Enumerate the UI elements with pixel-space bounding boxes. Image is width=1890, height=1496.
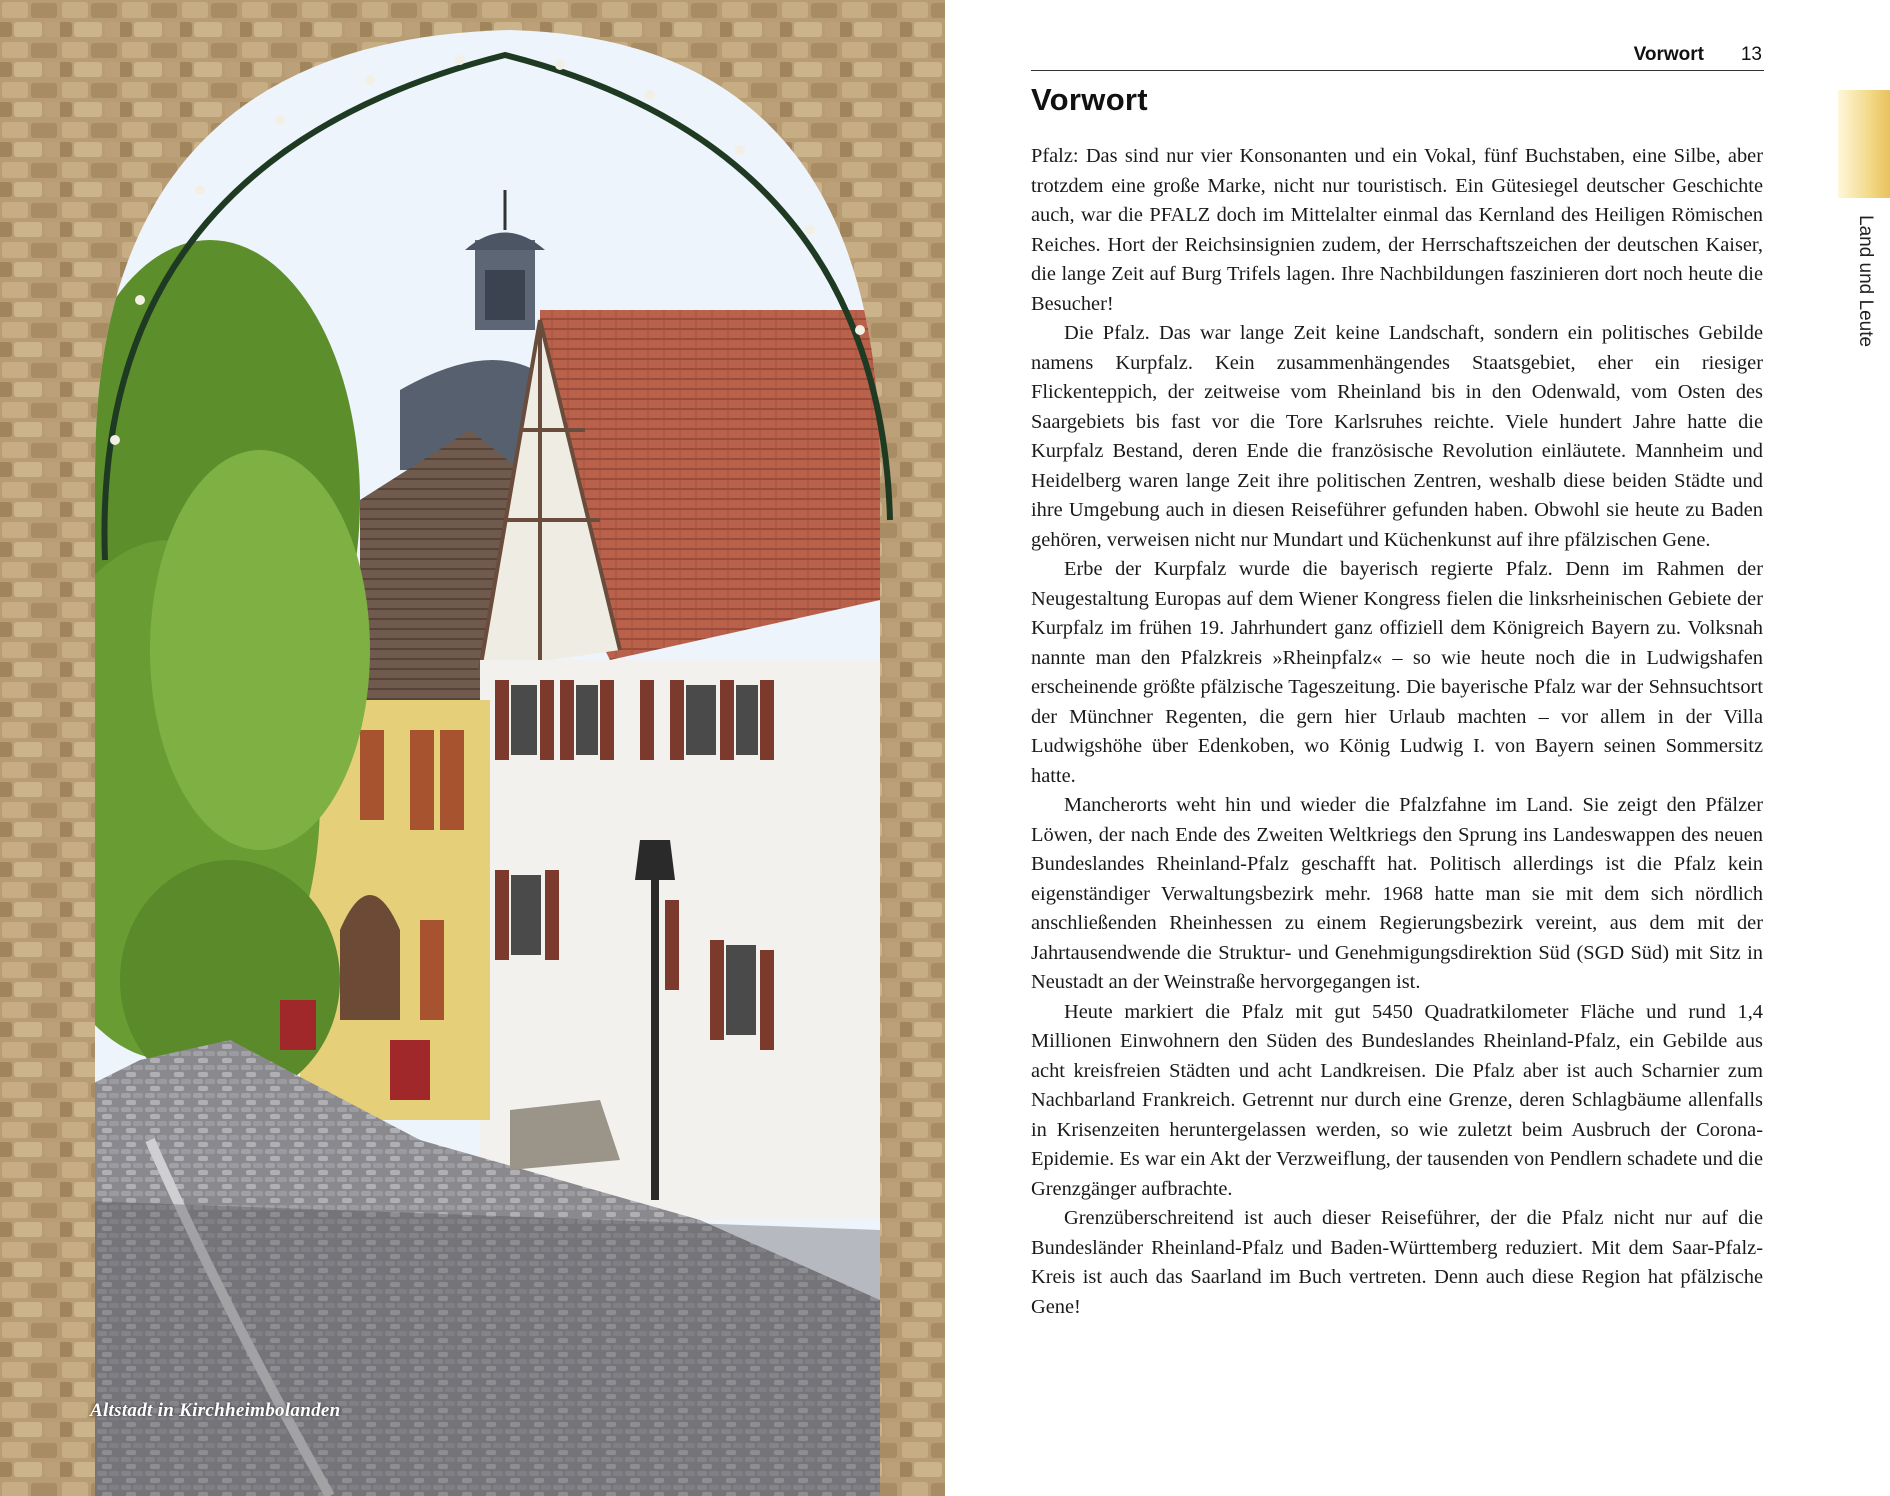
section-tab-label: Land und Leute xyxy=(1855,215,1876,348)
paragraph: Pfalz: Das sind nur vier Konsonanten und ein Vokal, fünf Buchstaben, eine Silbe, aber trotzdem eine große Marke, nicht nur touristisch. Ein Gütesiegel deutscher Geschichte auch, war die PFALZ doch im Mittelalter einmal das Kernland des Heiligen Römischen Reiches. Hort der Reichsinsignien zudem, der Herrschaftszeichen der deutschen Kaiser, die lange Zeit auf Burg Trifels lagen. Ihre Nachbildungen faszinieren dort noch heute die Besucher! xyxy=(1031,145,1763,315)
running-head-title: Vorwort xyxy=(1633,44,1704,65)
paragraph: Die Pfalz. Das war lange Zeit keine Landschaft, sondern ein politisches Gebilde namens Kurpfalz. Kein zusammenhängendes Staatsgebiet, eher ein riesiger Flickenteppich, der zeitweise vom Rheinland bis in den Odenwald, vom Osten des Saargebiets bis fast vor die Tore Karlsruhes reichte. Viele hundert Jahre hatte die Kurpfalz Bestand, deren Ende die französische Revolution einläutete. Mannheim und Heidelberg waren lange Zeit ihre politischen Zentren, weshalb diese beiden Städte und ihre Umgebung auch in diesen Reiseführer gefunden haben. Obwohl sie heute zu Baden gehören, verweisen nicht nur Mundart und Küchenkunst auf ihre pfälzischen Gene. xyxy=(1031,322,1763,551)
paragraph: Mancherorts weht hin und wieder die Pfalzfahne im Land. Sie zeigt den Pfälzer Löwen, der nach Ende des Zweiten Weltkriegs den Sprung ins Landeswappen des neuen Bundeslandes Rheinland-Pfalz geschafft hat. Politisch allerdings ist die Pfalz kein eigenständiger Verwaltungsbezirk mehr. 1968 hatte man sie mit dem sich nördlich anschließenden Rheinhessen zu einem Regierungsbezirk vereint, aus dem mit der Jahrtausendwende die Struktur- und Genehmigungsdirektion Süd (SGD Süd) mit Sitz in Neustadt an der Weinstraße hervorgegangen ist. xyxy=(1031,794,1763,993)
page-number: 13 xyxy=(1740,44,1762,65)
section-thumb-tab xyxy=(1838,90,1890,198)
body-text xyxy=(1031,142,1763,1322)
chapter-title: Vorwort xyxy=(1031,82,1148,117)
text-page xyxy=(945,0,1890,1496)
paragraph: Grenzüberschreitend ist auch dieser Reiseführer, der die Pfalz nicht nur auf die Bundesländer Rheinland-Pfalz und Baden-Württemberg reduziert. Mit dem Saar-Pfalz-Kreis ist auch das Saarland im Buch vertreten. Denn auch diese Region hat pfälzische Gene! xyxy=(1031,1207,1763,1318)
photo-caption: Altstadt in Kirchheimbolanden xyxy=(90,1400,341,1421)
running-head xyxy=(1031,42,1764,71)
paragraph: Heute markiert die Pfalz mit gut 5450 Quadratkilometer Fläche und rund 1,4 Millionen Einwohnern den Süden des Bundeslandes Rheinland-Pfalz, ein Gebilde aus acht kreisfreien Städten und acht Landkreisen. Die Pfalz aber ist auch Scharnier zum Nachbarland Frankreich. Getrennt nur durch eine Grenze, deren Schlagbäume allenfalls in Krisenzeiten heruntergelassen werden, so wie zuletzt beim Ausbruch der Corona-Epidemie. Es war ein Akt der Verzweiflung, der tausenden von Pendlern schadete und die Grenzgänger aufbrachte. xyxy=(1031,1000,1763,1200)
paragraph: Erbe der Kurpfalz wurde die bayerisch regierte Pfalz. Denn im Rahmen der Neugestaltung Europas auf dem Wiener Kongress fielen die linksrheinischen Gebiete der Kurpfalz im frühen 19. Jahrhundert ganz offiziell dem Königreich Bayern zu. Volksnah nannte man den Pfalzkreis »Rheinpfalz« – so wie heute noch die in Ludwigshafen erscheinende größte pfälzische Tageszeitung. Die bayerische Pfalz war der Sehnsuchtsort der Münchner Regenten, die gern hier Urlaub machten – vor allem in der Villa Ludwigshöhe über Edenkoben, wo König Ludwig I. von Bayern seinen Sommersitz hatte. xyxy=(1031,558,1763,787)
